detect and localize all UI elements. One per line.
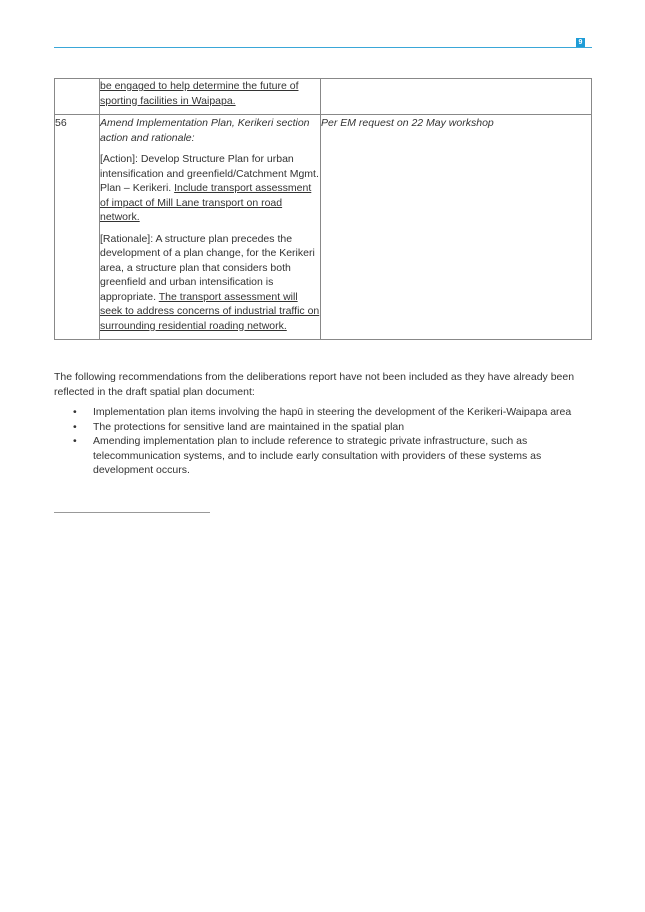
table-row <box>55 79 592 115</box>
bullet-icon: • <box>73 420 77 433</box>
bullet-icon: • <box>73 406 77 418</box>
rationale-text: [Rationale]: A structure plan precedes the development of a plan change, for the Kerikeri area, a structure plan that considers both greenfield and urban intensification is appropriate. <box>100 232 315 303</box>
action-text: [Action]: Develop Structure Plan for urban intensification and greenfield/Catchment Mgmt. Plan – Kerikeri. <box>100 153 319 194</box>
recommendation-cell <box>100 115 321 340</box>
list-item <box>54 420 594 435</box>
recommendations-list <box>54 405 594 478</box>
action-amendment-text: Include transport assessment of impact of Mill Lane transport on road network. <box>100 182 312 223</box>
list-item <box>54 405 594 420</box>
footnote-separator <box>54 512 210 513</box>
recommendation-cell <box>100 79 321 115</box>
intro-paragraph: The following recommendations from the deliberations report have not been included as they have already been reflected in the draft spatial plan document: <box>54 371 575 398</box>
table-row <box>55 115 592 340</box>
recommendation-heading: Amend Implementation Plan, Kerikeri section action and rationale: <box>100 117 310 144</box>
rationale-paragraph <box>100 232 320 334</box>
recommendation-text: be engaged to help determine the future of sporting facilities in Waipapa. <box>100 80 299 107</box>
list-item <box>54 434 594 478</box>
bullet-icon: • <box>73 435 77 447</box>
comment-cell <box>321 79 592 115</box>
page-number-badge: 9 <box>576 38 585 47</box>
header-rule <box>54 47 592 48</box>
list-item-text: Amending implementation plan to include reference to strategic private infrastructure, such as telecommunication systems, and to include early consultation with providers of these systems as development occurs. <box>93 435 542 476</box>
row-number-cell: 56 <box>55 115 100 340</box>
list-item-text: Implementation plan items involving the hapū in steering the development of the Kerikeri-Waipapa area <box>93 406 572 418</box>
action-paragraph <box>100 152 320 225</box>
recommendations-table <box>54 78 592 340</box>
rationale-amendment-text: The transport assessment will seek to address concerns of industrial traffic on surrounding residential roading network. <box>100 290 320 332</box>
comment-cell: Per EM request on 22 May workshop <box>321 115 592 340</box>
row-number-cell <box>55 79 100 115</box>
list-item-text: The protections for sensitive land are maintained in the spatial plan <box>93 420 405 433</box>
